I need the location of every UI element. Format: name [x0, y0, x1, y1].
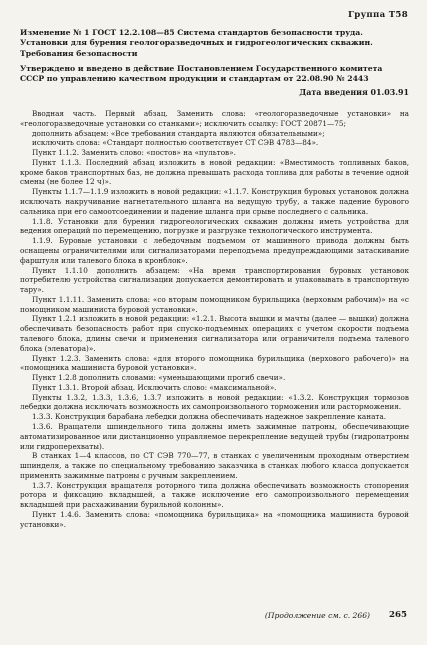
effective-date: Дата введения 01.03.91 [299, 88, 409, 97]
body-paragraph: Пункт 1.1.2. Заменить слово: «постов» на «пультов». [32, 148, 236, 158]
body-paragraph: Пункт 1.4.6. Заменить слова: «помощника бурильщика» на «помощника машиниста буровой установки». [20, 510, 409, 529]
document-body [20, 109, 409, 530]
body-paragraph: дополнить абзацем: «Все требования стандарта являются обязательными»; [32, 128, 325, 138]
page-number: 265 [389, 610, 407, 620]
body-paragraph: 1.3.7. Конструкция вращателя роторного типа должна обеспечивать возможность стопорения ротора и фиксацию вкладышей, а также исключение его самопроизвольного перемещения вкладышей при расхаживании бурильной колонны». [20, 480, 409, 510]
amendment-title: Изменение № 1 ГОСТ 12.2.108—85 Система стандартов безопасности труда. Установки для бурения геологоразведочных и гидрогеологических скважин. Требования безопасности [20, 28, 373, 58]
body-paragraph: 1.3.6. Вращатели шпиндельного типа должны иметь зажимные патроны, обеспечивающие автоматизированное или дистанционно управляемое перекрепление ведущей трубы (гидропатроны или гидроперехваты). [20, 422, 409, 451]
body-paragraph: 1.1.9. Буровые установки с лебедочным подъемом от машинного привода должны быть оснащены ограничителями или сигнализаторами переподъема предупреждающими затаскивание фарштуля или талевого блока в кронблок». [20, 236, 409, 265]
body-paragraph: В станках 1—4 классов, по СТ СЭВ 770—77, в станках с увеличенным проходным отверстием шпинделя, а также по специальному требованию заказчика в станках любого класса допускается применять зажимные патроны с ручным закреплением. [20, 451, 409, 480]
body-paragraph: Пункт 1.2.1 изложить в новой редакции: «1.2.1. Высота вышки и мачты (далее — вышки) должна обеспечивать безопасность работ при спуско-подъемных операциях с учетом скорости подъема талевого блока, длины свечи и применения сигнализатора или ограничителя подъема талевого блока (элеватора)». [20, 314, 409, 353]
body-paragraph: Пункт 1.1.3. Последний абзац изложить в новой редакции: «Вместимость топливных баков, кроме баков транспортных баз, не должна превышать расхода топлива для работы в течение одной смены (не более 12 ч)». [20, 157, 409, 187]
classification-group: Группа Т58 [348, 10, 408, 20]
body-paragraph: Пункты 1.1.7—1.1.9 изложить в новой редакции: «1.1.7. Конструкция буровых установок должна исключать накручивание нагнетательного шланга на ведущую трубу, а также падение бурового сальника при его самоотсоединении и падение шланга при срыве последнего с сальника. [20, 187, 409, 216]
body-paragraph: Вводная часть. Первый абзац. Заменить слова: «геологоразведочные установки» на «геологоразведочные установки со станками»; исключить ссылку: ГОСТ 20871—75; [20, 109, 409, 128]
body-paragraph: Пункты 1.3.2, 1.3.3, 1.3.6, 1.3.7 изложить в новой редакции: «1.3.2. Конструкция тормозов лебедки должна исключать возможность их самопроизвольного торможения или расторможения. [20, 392, 409, 412]
body-paragraph: 1.1.8. Установки для бурения гидрогеологических скважин должны иметь устройства для ведения операций по перемещению, погрузке и разгрузке технологического инструмента. [20, 216, 409, 236]
body-paragraph: Пункт 1.1.11. Заменить слова: «со вторым помощником бурильщика (верховым рабочим)» на «с помощником машиниста буровой установки». [20, 294, 409, 314]
approval-statement: Утверждено и введено в действие Постановлением Государственного комитета СССР по управлению качеством продукции и стандартам от 22.08.90 № 2443 [20, 64, 383, 84]
body-paragraph: Пункт 1.3.1. Второй абзац. Исключить слово: «максимальной». [32, 382, 277, 392]
body-paragraph: Пункт 1.2.3. Заменить слова: «для второго помощника бурильщика (верхового рабочего)» на «помощника машиниста буровой установки». [20, 353, 409, 373]
body-paragraph: Пункт 1.2.8 дополнить словами: «уменьшающими прогиб свечи». [32, 373, 286, 383]
continuation-note: (Продолжение см. с. 266) [264, 611, 370, 620]
body-paragraph: исключить слова: «Стандарт полностью соответствует СТ СЭВ 4783—84». [32, 138, 319, 148]
body-paragraph: 1.3.3. Конструкция барабана лебедки должна обеспечивать надежное закрепление каната. [32, 412, 387, 422]
body-paragraph: Пункт 1.1.10 дополнить абзацем: «На время транспортирования буровых установок потребителю устройства сигнализации допускается демонтировать и упаковывать в транспортную тару». [20, 265, 409, 295]
